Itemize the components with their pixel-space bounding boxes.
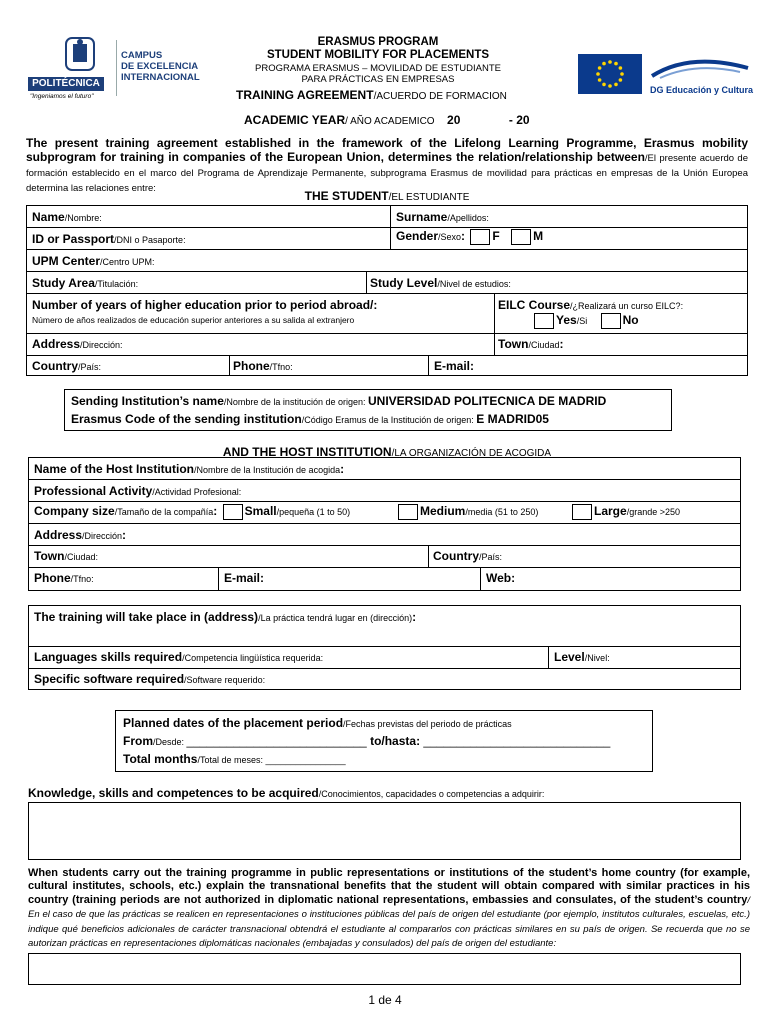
- host-town-field[interactable]: Town/Ciudad:: [34, 549, 98, 563]
- subtitle-es-1: PROGRAMA ERASMUS – MOVILIDAD DE ESTUDIANTE: [255, 63, 501, 74]
- upm-crest-icon: [46, 36, 116, 76]
- student-study-area-field[interactable]: Study Area/Titulación:: [32, 276, 139, 290]
- title-agreement: TRAINING AGREEMENT/ACUERDO DE FORMACION: [236, 88, 507, 102]
- eu-star-icon: [596, 72, 600, 76]
- sending-institution-code: Erasmus Code of the sending institution/Código Eramus de la Institución de origen: E MADRID05: [71, 412, 549, 426]
- eu-star-icon: [602, 83, 606, 87]
- student-phone-field[interactable]: Phone/Tfno:: [233, 359, 293, 373]
- intro-text: The present training agreement established in the framework of the Lifelong Learning Programme, Erasmus mobility subprogram for training in companies of the European Union, determines the relation/relationship between/El presente acuerdo de formación establecido en el marco del Programa de Aprendizaje Permanente, subprograma Erasmus de movilidad para prácticas en empresas de la Unión Europea determina las relaciones entre:: [26, 136, 749, 194]
- knowledge-input[interactable]: [28, 802, 741, 860]
- student-id-field[interactable]: ID or Passport/DNI o Pasaporte:: [32, 232, 186, 246]
- student-gender-field: Gender/Sexo: F M: [396, 229, 544, 244]
- host-name-field[interactable]: Name of the Host Institution/Nombre de la Institución de acogida:: [34, 462, 345, 476]
- eu-flag-icon: [578, 54, 642, 94]
- host-country-field[interactable]: Country/País:: [433, 549, 503, 563]
- student-years-label: Number of years of higher education prior to period abroad/:: [32, 298, 378, 312]
- host-activity-field[interactable]: Professional Activity/Actividad Profesional:: [34, 484, 242, 498]
- host-size-medium: Medium/media (51 to 250): [396, 504, 538, 520]
- dates-from-to[interactable]: From/Desde: ___________________________ to/hasta: ____________________________: [123, 734, 611, 748]
- title-mobility: STUDENT MOBILITY FOR PLACEMENTS: [266, 49, 490, 61]
- upm-logo-text: POLITÉCNICA: [28, 77, 104, 91]
- sending-institution-name: Sending Institution’s name/Nombre de la institución de origen: UNIVERSIDAD POLITECNICA DE MADRID: [71, 394, 607, 408]
- student-study-level-field[interactable]: Study Level/Nivel de estudios:: [370, 276, 511, 290]
- student-address-field[interactable]: Address/Dirección:: [32, 337, 123, 351]
- eu-star-icon: [598, 66, 602, 70]
- eu-star-icon: [608, 84, 612, 88]
- size-large-checkbox[interactable]: [572, 504, 592, 520]
- title-erasmus: ERASMUS PROGRAM: [317, 36, 439, 48]
- upm-tagline: "Ingeniamos el futuro": [30, 93, 94, 100]
- subtitle-es-2: PARA PRÁCTICAS EN EMPRESAS: [301, 74, 455, 85]
- eu-star-icon: [602, 62, 606, 66]
- student-country-field[interactable]: Country/País:: [32, 359, 102, 373]
- header-titles: [228, 36, 528, 85]
- host-section-title: AND THE HOST INSTITUTION/LA ORGANIZACIÓN DE ACOGIDA: [222, 445, 552, 459]
- campus-logo: CAMPUS DE EXCELENCIA INTERNACIONAL: [121, 50, 200, 83]
- student-upm-center-field[interactable]: UPM Center/Centro UPM:: [32, 254, 155, 268]
- host-size-large: Large/grande >250: [570, 504, 680, 520]
- gender-f-checkbox[interactable]: [470, 229, 490, 245]
- eu-star-icon: [598, 78, 602, 82]
- academic-year: ACADEMIC YEAR/ AÑO ACADEMICO 20 - 20: [244, 113, 530, 127]
- eu-star-icon: [619, 78, 623, 82]
- host-table: [28, 457, 741, 591]
- training-place-field[interactable]: The training will take place in (address)/La práctica tendrá lugar en (dirección):: [34, 610, 417, 624]
- knowledge-label: Knowledge, skills and competences to be acquired/Conocimientos, capacidades o competencias a adquirir:: [28, 786, 545, 800]
- student-years-label-es: Número de años realizados de educación superior anteriores a su salida al extranjero: [32, 315, 355, 325]
- dg-text: DG Educación y Cultura: [650, 85, 754, 95]
- eilc-yes-checkbox[interactable]: [534, 313, 554, 329]
- eu-star-icon: [614, 83, 618, 87]
- diplomatic-text: When students carry out the training programme in public representations or institutions of the student’s home country (for example, cultural institutes, schools, etc.) explain the transnational benefits that the student will obtain compared with similar practices in his country (training periods are not authorized in diplomatic national representations, embassies and consulates, of the student’s country/ En el caso de que las prácticas se realicen en representaciones o instituciones públicas del país de origen del estudiante (por ejemplo, institutos culturales, escuelas, etc.) indique qué beneficios adicionales de carácter transnacional obtendrá el estudiante al compararlos con prácticas similares en su país de origen. Se recuerda que no se autorizan prácticas en representaciones diplomáticas nacionales (embajadas y consulados) del país de origen del estudiante:: [28, 867, 750, 950]
- total-months-field[interactable]: Total months/Total de meses: ________________: [123, 752, 346, 766]
- eu-star-icon: [620, 72, 624, 76]
- gender-m-checkbox[interactable]: [511, 229, 531, 245]
- host-address-field[interactable]: Address/Dirección:: [34, 528, 127, 542]
- student-email-field[interactable]: E-mail:: [434, 359, 475, 373]
- eu-star-icon: [614, 62, 618, 66]
- host-web-field[interactable]: Web:: [486, 571, 516, 585]
- student-name-field[interactable]: Name/Nombre:: [32, 210, 102, 224]
- language-skills-field[interactable]: Languages skills required/Competencia lingüística requerida:: [34, 650, 324, 664]
- dg-swoosh-icon: [650, 56, 750, 80]
- size-medium-checkbox[interactable]: [398, 504, 418, 520]
- host-email-field[interactable]: E-mail:: [224, 571, 265, 585]
- student-surname-field[interactable]: Surname/Apellidos:: [396, 210, 489, 224]
- upm-logo: [28, 36, 110, 100]
- student-eilc-field: EILC Course/¿Realizará un curso EILC?:: [498, 298, 684, 312]
- student-table: [26, 205, 748, 376]
- eilc-no-checkbox[interactable]: [601, 313, 621, 329]
- host-size-field: Company size/Tamaño de la compañía: Small/pequeña (1 to 50): [34, 504, 351, 519]
- size-small-checkbox[interactable]: [223, 504, 243, 520]
- eu-star-icon: [619, 66, 623, 70]
- page-number: 1 de 4: [368, 993, 402, 1007]
- student-town-field[interactable]: Town/Ciudad:: [498, 337, 564, 351]
- student-section-title: THE STUDENT/EL ESTUDIANTE: [304, 189, 470, 203]
- eu-star-icon: [608, 60, 612, 64]
- planned-dates-label: Planned dates of the placement period/Fechas previstas del periodo de prácticas: [123, 716, 512, 730]
- student-eilc-options: Yes/Si No: [534, 313, 639, 329]
- dg-logo: [650, 56, 754, 96]
- diplomatic-input[interactable]: [28, 953, 741, 985]
- software-field[interactable]: Specific software required/Software requerido:: [34, 672, 266, 686]
- host-phone-field[interactable]: Phone/Tfno:: [34, 571, 94, 585]
- language-level-field[interactable]: Level/Nivel:: [554, 650, 610, 664]
